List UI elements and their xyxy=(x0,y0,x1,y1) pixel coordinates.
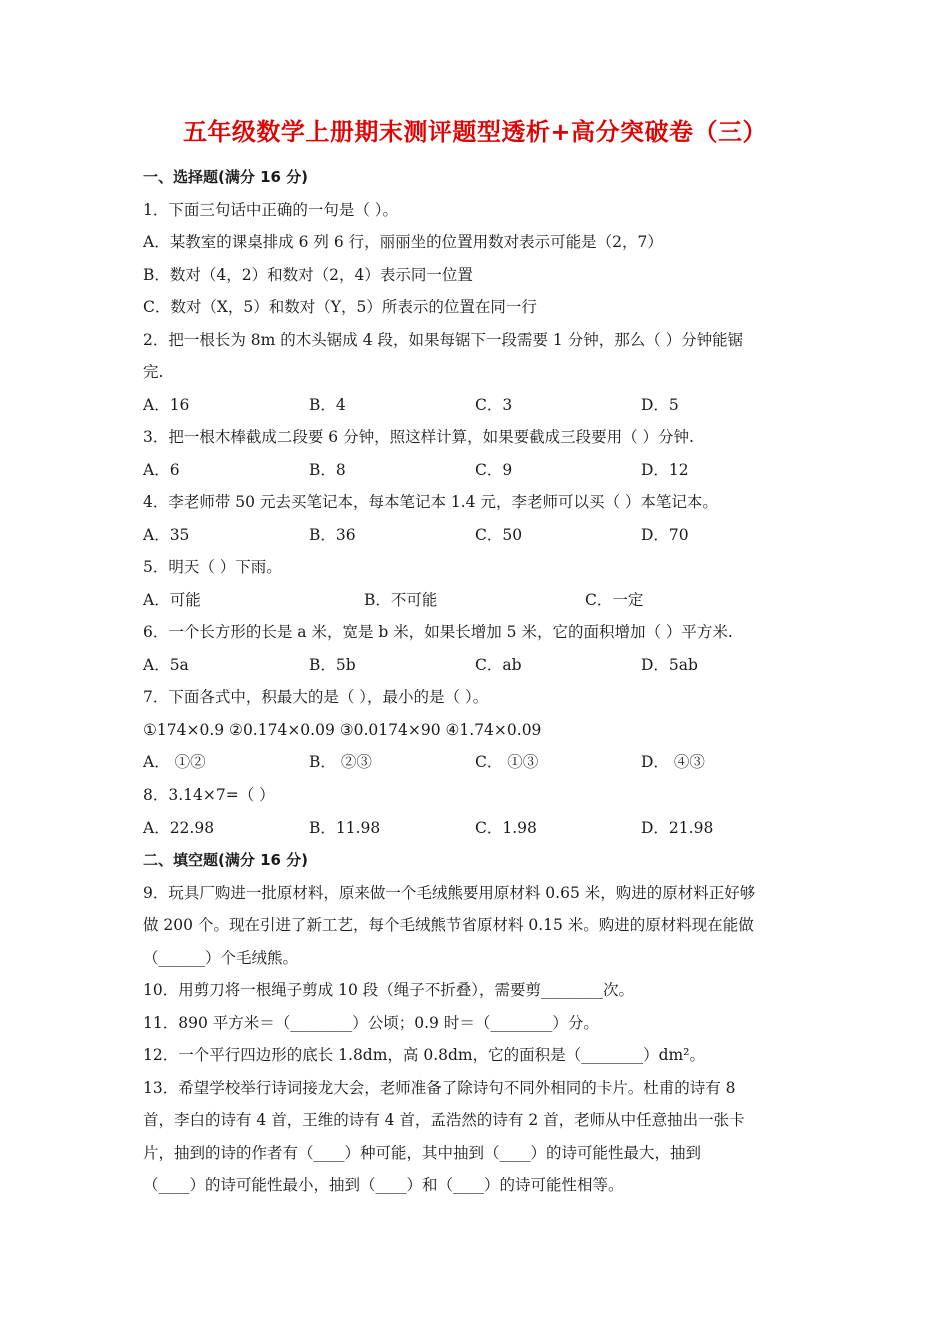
q2-stem: 2．把一根长为 8m 的木头锯成 4 段，如果每锯下一段需要 1 分钟，那么（ ）分钟能锯 xyxy=(143,331,744,349)
q4-option-c: C．50 xyxy=(475,526,523,544)
q7-option-d: D． ④③ xyxy=(641,753,705,771)
q6-stem: 6．一个长方形的长是 a 米，宽是 b 米，如果长增加 5 米，它的面积增加（ ）平方米. xyxy=(143,623,733,641)
q2-stem-cont: 完. xyxy=(143,363,164,381)
q5-option-b: B．不可能 xyxy=(364,591,438,609)
q6-option-b: B．5b xyxy=(309,656,356,674)
q2-option-a: A．16 xyxy=(143,396,190,414)
q6-option-a: A．5a xyxy=(143,656,189,674)
q1-option-c: C．数对（X，5）和数对（Y，5）所表示的位置在同一行 xyxy=(143,298,537,316)
q9-line-1: 9．玩具厂购进一批原材料，原来做一个毛绒熊要用原材料 0.65 米，购进的原材料正好够 xyxy=(143,884,756,902)
q8-option-c: C．1.98 xyxy=(475,819,537,837)
q9-line-2: 做 200 个。现在引进了新工艺，每个毛绒熊节省原材料 0.15 米。购进的原材料现在能做 xyxy=(143,916,754,934)
q3-option-c: C．9 xyxy=(475,461,513,479)
q8-option-b: B．11.98 xyxy=(309,819,381,837)
q3-option-a: A．6 xyxy=(143,461,180,479)
q7-stem: 7．下面各式中，积最大的是（ ），最小的是（ ）。 xyxy=(143,688,489,706)
q7-option-a: A． ①② xyxy=(143,753,206,771)
q13-line-3: 片，抽到的诗的作者有（____）种可能，其中抽到（____）的诗可能性最大，抽到 xyxy=(143,1144,702,1162)
q11-stem: 11．890 平方米＝（________）公顷；0.9 时＝（________）分。 xyxy=(143,1014,599,1032)
q9-line-3: （______）个毛绒熊。 xyxy=(143,949,299,967)
q4-option-b: B．36 xyxy=(309,526,356,544)
q7-option-b: B． ②③ xyxy=(309,753,372,771)
q12-stem: 12．一个平行四边形的底长 1.8dm，高 0.8dm，它的面积是（________）dm²。 xyxy=(143,1046,705,1064)
q7-expressions: ①174×0.9 ②0.174×0.09 ③0.0174×90 ④1.74×0.09 xyxy=(143,721,542,739)
q2-option-b: B．4 xyxy=(309,396,346,414)
q2-option-d: D．5 xyxy=(641,396,679,414)
q5-option-a: A．可能 xyxy=(143,591,201,609)
q13-line-4: （____）的诗可能性最小，抽到（____）和（____）的诗可能性相等。 xyxy=(143,1176,624,1194)
q8-option-a: A．22.98 xyxy=(143,819,215,837)
q8-stem: 8．3.14×7=（ ） xyxy=(143,786,275,804)
q2-option-c: C．3 xyxy=(475,396,513,414)
q1-stem: 1．下面三句话中正确的一句是（ ）。 xyxy=(143,201,399,219)
q3-stem: 3．把一根木棒截成二段要 6 分钟，照这样计算，如果要截成三段要用（ ）分钟. xyxy=(143,428,694,446)
q7-option-c: C． ①③ xyxy=(475,753,539,771)
page-title: 五年级数学上册期末测评题型透析+高分突破卷（三） xyxy=(182,117,768,146)
q1-option-a: A．某教室的课桌排成 6 列 6 行，丽丽坐的位置用数对表示可能是（2，7） xyxy=(143,233,663,251)
section-heading-choice: 一、选择题(满分 16 分) xyxy=(143,168,309,186)
q4-option-d: D．70 xyxy=(641,526,689,544)
q3-option-d: D．12 xyxy=(641,461,689,479)
q4-stem: 4．李老师带 50 元去买笔记本，每本笔记本 1.4 元，李老师可以买（ ）本笔记本。 xyxy=(143,493,718,511)
q6-option-c: C．ab xyxy=(475,656,522,674)
q5-stem: 5．明天（ ）下雨。 xyxy=(143,558,282,576)
section-heading-fill: 二、填空题(满分 16 分) xyxy=(143,851,309,869)
q10-stem: 10．用剪刀将一根绳子剪成 10 段（绳子不折叠），需要剪________次。 xyxy=(143,981,635,999)
q8-option-d: D．21.98 xyxy=(641,819,714,837)
q3-option-b: B．8 xyxy=(309,461,346,479)
q13-line-1: 13．希望学校举行诗词接龙大会，老师准备了除诗句不同外相同的卡片。杜甫的诗有 8 xyxy=(143,1079,736,1097)
q1-option-b: B．数对（4，2）和数对（2，4）表示同一位置 xyxy=(143,266,473,284)
q13-line-2: 首，李白的诗有 4 首，王维的诗有 4 首，孟浩然的诗有 2 首，老师从中任意抽出一张卡 xyxy=(143,1111,745,1129)
q4-option-a: A．35 xyxy=(143,526,190,544)
q5-option-c: C．一定 xyxy=(585,591,644,609)
q6-option-d: D．5ab xyxy=(641,656,698,674)
